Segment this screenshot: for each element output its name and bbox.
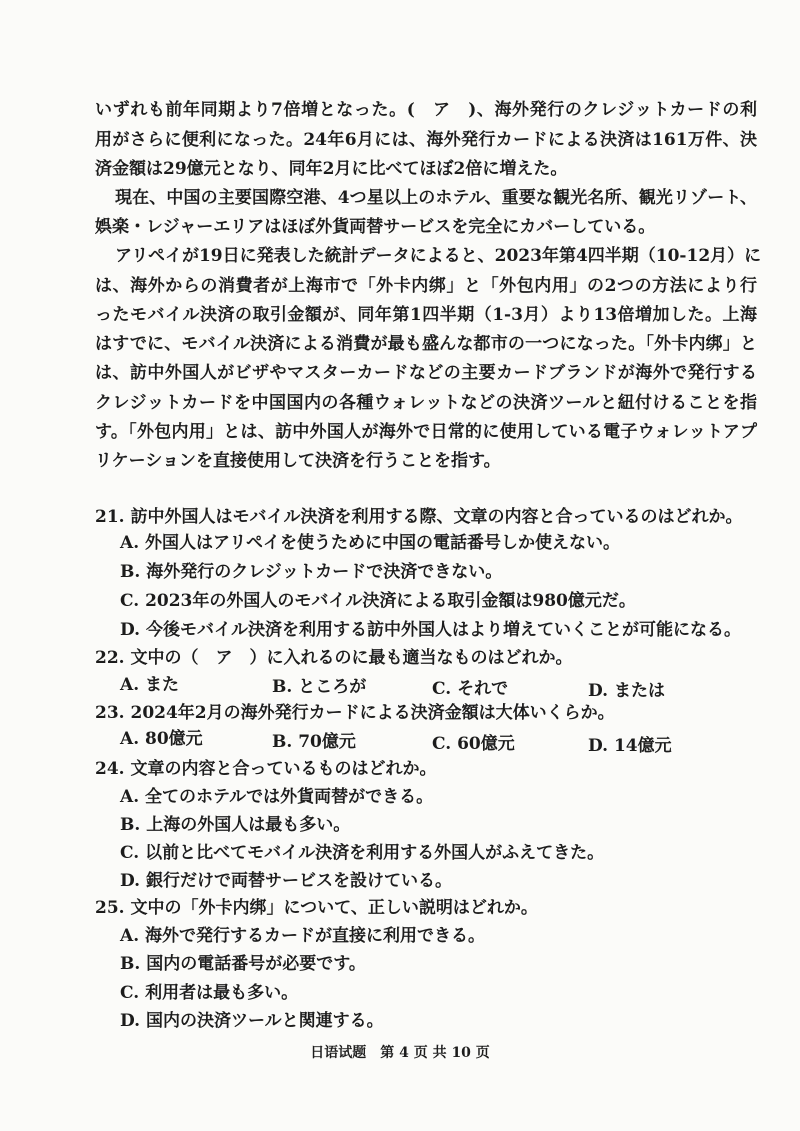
option: A. 外国人はアリペイを使うために中国の電話番号しか使えない。: [120, 533, 621, 553]
option: A. 海外で発行するカードが直接に利用できる。: [120, 926, 486, 946]
option: C. 60億元: [432, 734, 515, 754]
question-stem: 22. 文中の（ ア ）に入れるのに最も適当なものはどれか。: [95, 648, 573, 668]
option: D. 国内の決済ツールと関連する。: [120, 1011, 384, 1031]
option: B. 海外発行のクレジットカードで決済できない。: [120, 562, 503, 582]
option: D. 14億元: [588, 736, 672, 756]
option: B. 上海の外国人は最も多い。: [120, 815, 351, 835]
option: B. 国内の電話番号が必要です。: [120, 954, 366, 974]
passage-line: 娯楽・レジャーエリアはほぼ外貨両替サービスを完全にカバーしている。: [95, 217, 656, 237]
question-stem: 23. 2024年2月の海外発行カードによる決済金額は大体いくらか。: [95, 703, 615, 723]
passage-line: 済金額は29億元となり、同年2月に比べてほぼ2倍に増えた。: [95, 159, 568, 179]
passage-line: 用がさらに便利になった。24年6月には、海外発行カードによる決済は161万件、決: [95, 130, 757, 150]
passage-line: はすでに、モバイル決済による消費が最も盛んな都市の一つになった。「外卡内绑」と: [95, 334, 757, 354]
passage-line: は、海外からの消費者が上海市で「外卡内绑」と「外包内用」の2つの方法により行: [95, 276, 757, 296]
passage-line: アリペイが19日に発表した統計データによると、2023年第4四半期（10-12月）に: [115, 246, 762, 266]
option: D. 今後モバイル決済を利用する訪中外国人はより増えていくことが可能になる。: [120, 620, 741, 640]
option: C. 以前と比べてモバイル決済を利用する外国人がふえてきた。: [120, 843, 605, 863]
option: B. 70億元: [272, 732, 356, 752]
option: C. 2023年の外国人のモバイル決済による取引金額は980億元だ。: [120, 591, 636, 611]
passage-line: 現在、中国の主要国際空港、4つ星以上のホテル、重要な観光名所、観光リゾート、: [115, 188, 757, 208]
question-stem: 21. 訪中外国人はモバイル決済を利用する際、文章の内容と合っているのはどれか。: [95, 507, 743, 527]
passage-line: は、訪中外国人がビザやマスターカードなどの主要カードブランドが海外で発行する: [95, 363, 757, 383]
passage-line: ったモバイル決済の取引金額が、同年第1四半期（1-3月）より13倍増加した。上海: [95, 305, 757, 325]
passage-line: す。「外包内用」とは、訪中外国人が海外で日常的に使用している電子ウォレットアプ: [95, 422, 757, 442]
question-stem: 25. 文中の「外卡内绑」について、正しい説明はどれか。: [95, 898, 538, 918]
option: A. 80億元: [120, 729, 203, 749]
passage-line: リケーションを直接使用して決済を行うことを指す。: [95, 451, 501, 471]
option: A. また: [120, 675, 180, 695]
option: D. または: [588, 681, 665, 701]
page-footer: 日语试题 第 4 页 共 10 页: [310, 1045, 490, 1061]
option: B. ところが: [272, 677, 367, 697]
passage-line: クレジットカードを中国国内の各種ウォレットなどの決済ツールと紐付けることを指: [95, 393, 757, 413]
passage-line: いずれも前年同期より7倍増となった。( ア )、海外発行のクレジットカードの利: [95, 100, 757, 120]
question-stem: 24. 文章の内容と合っているものはどれか。: [95, 759, 437, 779]
option: A. 全てのホテルでは外貨両替ができる。: [120, 787, 434, 807]
option: D. 銀行だけで両替サービスを設けている。: [120, 871, 452, 891]
option: C. それで: [432, 679, 509, 699]
option: C. 利用者は最も多い。: [120, 983, 299, 1003]
